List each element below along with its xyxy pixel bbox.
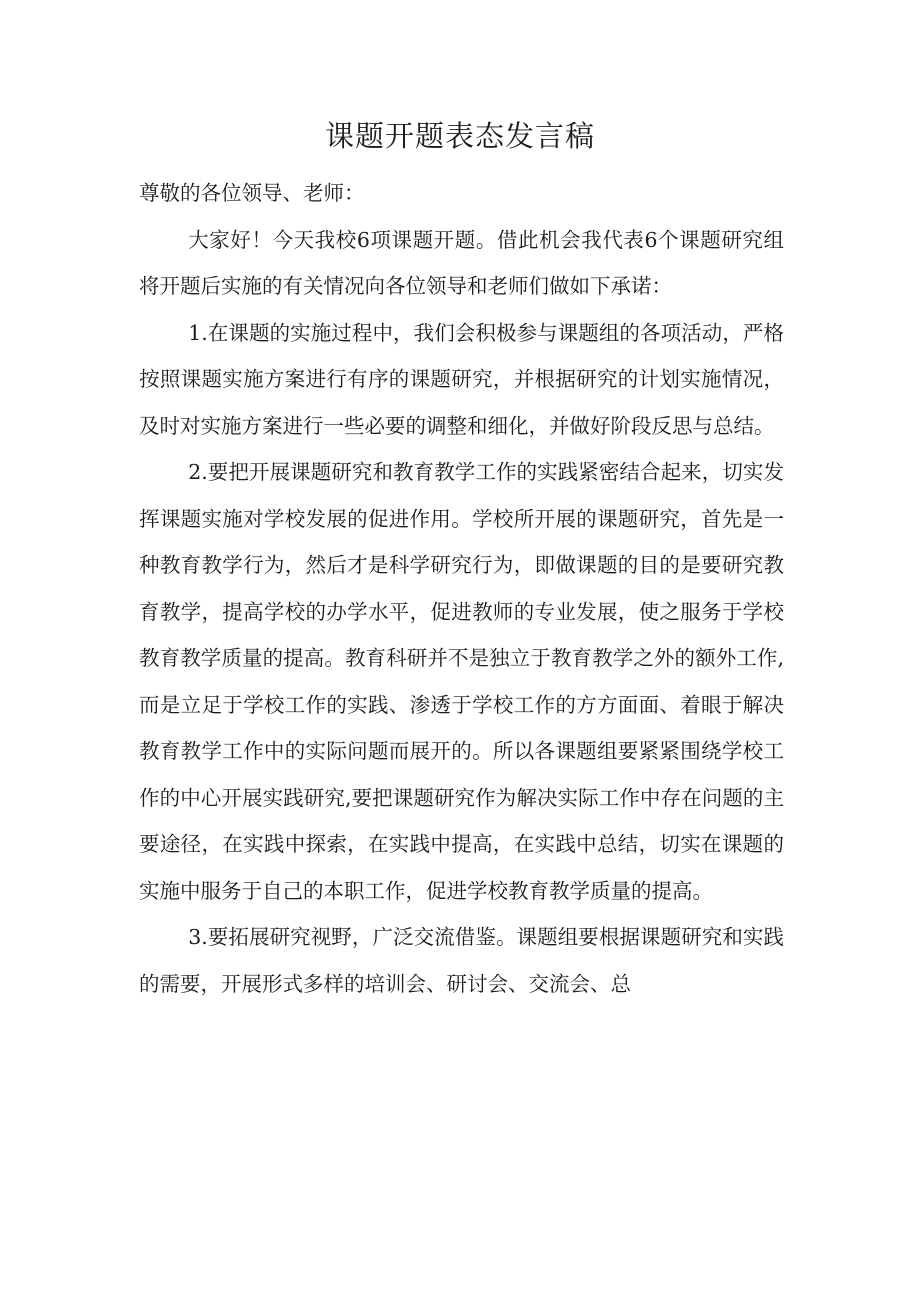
document-title: 课题开题表态发言稿	[324, 119, 595, 153]
salutation: 尊敬的各位领导、老师：	[139, 181, 365, 205]
paragraph-item-1: 1.在课题的实施过程中，我们会积极参与课题组的各项活动，严格按照课题实施方案进行有序的课题研究，并根据研究的计划实施情况，及时对实施方案进行一些必要的调整和细化，并做好阶段反思与总结。	[139, 320, 784, 438]
paragraph-item-2: 2.要把开展课题研究和教育教学工作的实践紧密结合起来，切实发挥课题实施对学校发展的促进作用。学校所开展的课题研究，首先是一种教育教学行为，然后才是科学研究行为，即做课题的目的是要研究教育教学，提高学校的办学水平，促进教师的专业发展，使之服务于学校教育教学质量的提高。教育科研并不是独立于教育教学之外的额外工作,而是立足于学校工作的实践、渗透于学校工作的方方面面、着眼于解决教育教学工作中的实际问题而展开的。所以各课题组要紧紧围绕学校工作的中心开展实践研究,要把课题研究作为解决实际工作中存在问题的主要途径，在实践中探索，在实践中提高，在实践中总结，切实在课题的实施中服务于自己的本职工作，促进学校教育教学质量的提高。	[139, 460, 784, 903]
paragraph-item-3: 3.要拓展研究视野，广泛交流借鉴。课题组要根据课题研究和实践的需要，开展形式多样的培训会、研讨会、交流会、总	[139, 925, 784, 996]
paragraph-greeting: 大家好！今天我校6项课题开题。借此机会我代表6个课题研究组将开题后实施的有关情况向各位领导和老师们做如下承诺：	[139, 227, 784, 298]
document-body	[139, 170, 784, 1007]
